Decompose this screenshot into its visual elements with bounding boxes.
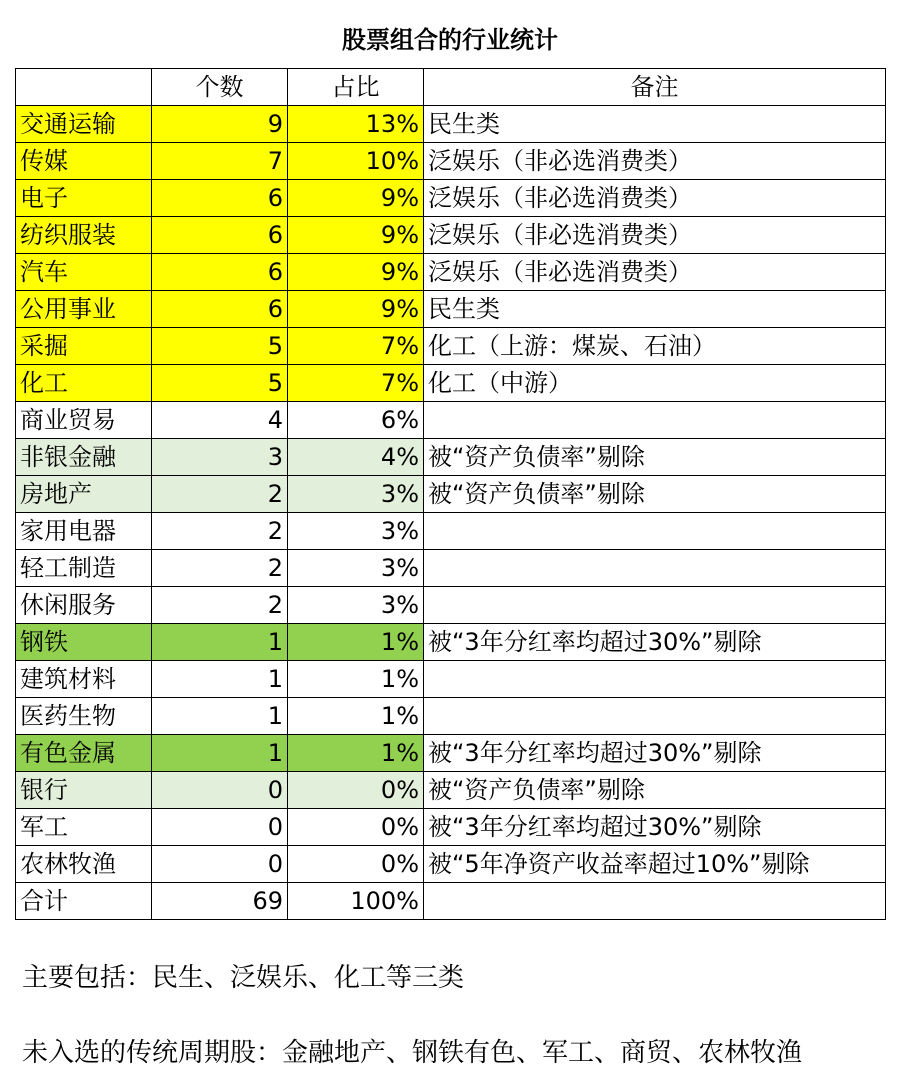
remark-cell: 民生类 — [424, 291, 886, 328]
remark-cell: 泛娱乐（非必选消费类） — [424, 180, 886, 217]
table-body — [16, 106, 886, 920]
excluded-note: 未入选的传统周期股：金融地产、钢铁有色、军工、商贸、农林牧渔 — [22, 1038, 803, 1068]
percent-cell: 1% — [288, 624, 424, 661]
remark-cell: 被“3年分红率均超过30%”剔除 — [424, 624, 886, 661]
count-cell: 6 — [152, 291, 288, 328]
count-cell: 9 — [152, 106, 288, 143]
remark-cell: 被“3年分红率均超过30%”剔除 — [424, 735, 886, 772]
table-row — [16, 698, 886, 735]
table-row — [16, 217, 886, 254]
remark-cell: 被“资产负债率”剔除 — [424, 772, 886, 809]
table-row — [16, 513, 886, 550]
remark-cell: 被“5年净资产收益率超过10%”剔除 — [424, 846, 886, 883]
remark-cell — [424, 402, 886, 439]
industry-name-cell: 汽车 — [16, 254, 152, 291]
remark-cell: 泛娱乐（非必选消费类） — [424, 143, 886, 180]
percent-cell: 13% — [288, 106, 424, 143]
industry-name-cell: 电子 — [16, 180, 152, 217]
percent-cell: 1% — [288, 698, 424, 735]
industry-name-cell: 纺织服装 — [16, 217, 152, 254]
industry-name-cell: 银行 — [16, 772, 152, 809]
industry-stats-table — [15, 68, 886, 920]
table-row — [16, 254, 886, 291]
remark-cell — [424, 883, 886, 920]
table-row — [16, 550, 886, 587]
table-row — [16, 143, 886, 180]
remark-cell — [424, 587, 886, 624]
count-cell: 6 — [152, 180, 288, 217]
count-cell: 2 — [152, 550, 288, 587]
industry-name-cell: 商业贸易 — [16, 402, 152, 439]
industry-name-cell: 轻工制造 — [16, 550, 152, 587]
industry-name-cell: 合计 — [16, 883, 152, 920]
percent-cell: 100% — [288, 883, 424, 920]
count-cell: 4 — [152, 402, 288, 439]
table-row — [16, 883, 886, 920]
count-cell: 5 — [152, 365, 288, 402]
percent-cell: 1% — [288, 735, 424, 772]
percent-cell: 9% — [288, 180, 424, 217]
percent-cell: 0% — [288, 846, 424, 883]
industry-name-cell: 钢铁 — [16, 624, 152, 661]
industry-name-cell: 交通运输 — [16, 106, 152, 143]
table-row — [16, 291, 886, 328]
percent-cell: 7% — [288, 365, 424, 402]
percent-cell: 3% — [288, 513, 424, 550]
table-row — [16, 365, 886, 402]
remark-cell: 泛娱乐（非必选消费类） — [424, 217, 886, 254]
industry-name-cell: 建筑材料 — [16, 661, 152, 698]
percent-cell: 9% — [288, 217, 424, 254]
percent-cell: 6% — [288, 402, 424, 439]
percent-cell: 4% — [288, 439, 424, 476]
table-row — [16, 180, 886, 217]
header-industry — [16, 69, 152, 106]
table-row — [16, 735, 886, 772]
table-row — [16, 106, 886, 143]
table-row — [16, 846, 886, 883]
count-cell: 1 — [152, 735, 288, 772]
table-row — [16, 402, 886, 439]
count-cell: 0 — [152, 772, 288, 809]
percent-cell: 7% — [288, 328, 424, 365]
percent-cell: 9% — [288, 254, 424, 291]
industry-name-cell: 非银金融 — [16, 439, 152, 476]
percent-cell: 3% — [288, 587, 424, 624]
header-remark: 备注 — [424, 69, 886, 106]
count-cell: 6 — [152, 254, 288, 291]
percent-cell: 9% — [288, 291, 424, 328]
header-count: 个数 — [152, 69, 288, 106]
count-cell: 2 — [152, 476, 288, 513]
count-cell: 1 — [152, 698, 288, 735]
industry-name-cell: 有色金属 — [16, 735, 152, 772]
percent-cell: 1% — [288, 661, 424, 698]
count-cell: 1 — [152, 661, 288, 698]
industry-name-cell: 传媒 — [16, 143, 152, 180]
table-row — [16, 624, 886, 661]
percent-cell: 10% — [288, 143, 424, 180]
remark-cell — [424, 698, 886, 735]
count-cell: 3 — [152, 439, 288, 476]
remark-cell: 被“资产负债率”剔除 — [424, 476, 886, 513]
industry-name-cell: 军工 — [16, 809, 152, 846]
remark-cell: 被“3年分红率均超过30%”剔除 — [424, 809, 886, 846]
table-row — [16, 476, 886, 513]
count-cell: 0 — [152, 846, 288, 883]
industry-name-cell: 化工 — [16, 365, 152, 402]
count-cell: 69 — [152, 883, 288, 920]
table-row — [16, 587, 886, 624]
count-cell: 2 — [152, 587, 288, 624]
count-cell: 0 — [152, 809, 288, 846]
count-cell: 1 — [152, 624, 288, 661]
percent-cell: 0% — [288, 772, 424, 809]
header-percent: 占比 — [288, 69, 424, 106]
industry-name-cell: 采掘 — [16, 328, 152, 365]
count-cell: 6 — [152, 217, 288, 254]
remark-cell: 化工（上游：煤炭、石油） — [424, 328, 886, 365]
page-title: 股票组合的行业统计 — [342, 26, 558, 54]
table-row — [16, 772, 886, 809]
table-row — [16, 809, 886, 846]
industry-name-cell: 休闲服务 — [16, 587, 152, 624]
industry-name-cell: 家用电器 — [16, 513, 152, 550]
table-row — [16, 328, 886, 365]
percent-cell: 0% — [288, 809, 424, 846]
percent-cell: 3% — [288, 476, 424, 513]
remark-cell: 民生类 — [424, 106, 886, 143]
table-row — [16, 439, 886, 476]
industry-name-cell: 公用事业 — [16, 291, 152, 328]
industry-name-cell: 农林牧渔 — [16, 846, 152, 883]
remark-cell — [424, 550, 886, 587]
industry-name-cell: 医药生物 — [16, 698, 152, 735]
remark-cell: 被“资产负债率”剔除 — [424, 439, 886, 476]
table-header-row — [16, 69, 886, 106]
industry-name-cell: 房地产 — [16, 476, 152, 513]
percent-cell: 3% — [288, 550, 424, 587]
count-cell: 2 — [152, 513, 288, 550]
remark-cell: 泛娱乐（非必选消费类） — [424, 254, 886, 291]
table-row — [16, 661, 886, 698]
summary-note: 主要包括：民生、泛娱乐、化工等三类 — [22, 963, 465, 993]
count-cell: 5 — [152, 328, 288, 365]
remark-cell: 化工（中游） — [424, 365, 886, 402]
remark-cell — [424, 513, 886, 550]
count-cell: 7 — [152, 143, 288, 180]
remark-cell — [424, 661, 886, 698]
